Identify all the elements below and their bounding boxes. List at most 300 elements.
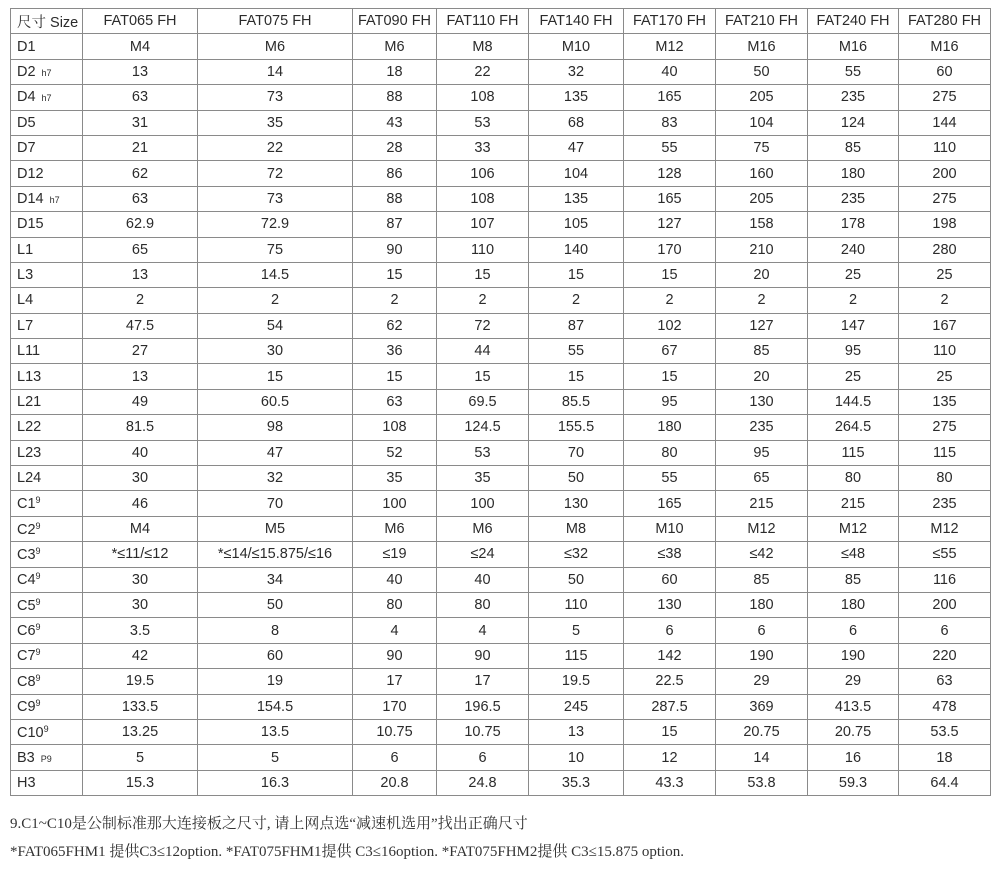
table-row	[11, 237, 991, 262]
dimension-label-cell	[11, 567, 83, 592]
table-row	[11, 669, 991, 694]
value-cell: 155.5	[529, 415, 624, 440]
value-cell: M6	[353, 34, 437, 59]
value-cell: 59.3	[808, 770, 899, 795]
dimension-label-cell	[11, 110, 83, 135]
value-cell: 30	[198, 339, 353, 364]
note-reference-superscript: 9	[35, 545, 41, 556]
dimension-label: L3	[17, 267, 34, 284]
value-cell: 53	[437, 440, 529, 465]
value-cell: 95	[624, 389, 716, 414]
value-cell: 130	[716, 389, 808, 414]
value-cell: 60	[899, 59, 991, 84]
model-column-header: FAT280 FH	[899, 9, 991, 34]
value-cell: 116	[899, 567, 991, 592]
value-cell: 22	[437, 59, 529, 84]
dimension-label: C1	[17, 496, 36, 513]
value-cell: 13.5	[198, 719, 353, 744]
value-cell: 2	[198, 288, 353, 313]
value-cell: 55	[624, 466, 716, 491]
value-cell: 20.75	[716, 719, 808, 744]
value-cell: 17	[437, 669, 529, 694]
value-cell: 13	[83, 59, 198, 84]
dimension-table	[10, 8, 991, 796]
value-cell: 100	[353, 491, 437, 516]
value-cell: 72	[437, 313, 529, 338]
value-cell: 5	[83, 745, 198, 770]
dimension-label-cell	[11, 364, 83, 389]
value-cell: 144	[899, 110, 991, 135]
value-cell: M12	[716, 516, 808, 541]
dimension-label-cell	[11, 237, 83, 262]
value-cell: 6	[899, 618, 991, 643]
value-cell: M6	[437, 516, 529, 541]
value-cell: 2	[529, 288, 624, 313]
value-cell: 25	[899, 364, 991, 389]
value-cell: 47.5	[83, 313, 198, 338]
dimension-label: L22	[17, 419, 42, 436]
value-cell: 287.5	[624, 694, 716, 719]
dimension-label: L11	[17, 343, 41, 360]
value-cell: ≤32	[529, 542, 624, 567]
dimension-label: L7	[17, 317, 34, 334]
model-column-header: FAT065 FH	[83, 9, 198, 34]
value-cell: 53.5	[899, 719, 991, 744]
dimension-label: D2	[17, 63, 36, 80]
value-cell: M8	[529, 516, 624, 541]
value-cell: 108	[437, 186, 529, 211]
value-cell: M8	[437, 34, 529, 59]
value-cell: 65	[716, 466, 808, 491]
table-row	[11, 110, 991, 135]
value-cell: 55	[529, 339, 624, 364]
value-cell: 10	[529, 745, 624, 770]
value-cell: 130	[529, 491, 624, 516]
value-cell: 87	[529, 313, 624, 338]
value-cell: 154.5	[198, 694, 353, 719]
dimension-label-cell	[11, 643, 83, 668]
model-column-header: FAT170 FH	[624, 9, 716, 34]
tolerance-subscript: P9	[40, 753, 52, 764]
value-cell: 160	[716, 161, 808, 186]
value-cell: 73	[198, 85, 353, 110]
value-cell: 413.5	[808, 694, 899, 719]
value-cell: 15	[198, 364, 353, 389]
value-cell: 180	[624, 415, 716, 440]
value-cell: M10	[529, 34, 624, 59]
value-cell: 180	[808, 592, 899, 617]
value-cell: 158	[716, 212, 808, 237]
value-cell: ≤55	[899, 542, 991, 567]
value-cell: 107	[437, 212, 529, 237]
value-cell: *≤11/≤12	[83, 542, 198, 567]
dimension-label: C3	[17, 546, 36, 563]
dimension-label-cell	[11, 669, 83, 694]
value-cell: 33	[437, 135, 529, 160]
value-cell: 2	[353, 288, 437, 313]
value-cell: 127	[624, 212, 716, 237]
value-cell: 90	[353, 237, 437, 262]
value-cell: 5	[198, 745, 353, 770]
value-cell: 60.5	[198, 389, 353, 414]
value-cell: 22.5	[624, 669, 716, 694]
table-row	[11, 364, 991, 389]
value-cell: 35	[353, 466, 437, 491]
value-cell: M16	[899, 34, 991, 59]
value-cell: ≤38	[624, 542, 716, 567]
value-cell: 6	[437, 745, 529, 770]
value-cell: 63	[899, 669, 991, 694]
value-cell: 110	[437, 237, 529, 262]
value-cell: 135	[529, 186, 624, 211]
value-cell: 198	[899, 212, 991, 237]
note-reference-superscript: 9	[35, 698, 41, 709]
tolerance-subscript: h7	[49, 194, 60, 205]
value-cell: 85	[716, 567, 808, 592]
value-cell: 240	[808, 237, 899, 262]
value-cell: 104	[716, 110, 808, 135]
value-cell: 50	[198, 592, 353, 617]
value-cell: M6	[353, 516, 437, 541]
value-cell: M16	[808, 34, 899, 59]
dimension-label-cell	[11, 770, 83, 795]
value-cell: 144.5	[808, 389, 899, 414]
dimension-label: C5	[17, 597, 36, 614]
value-cell: 18	[353, 59, 437, 84]
dimension-label-cell	[11, 85, 83, 110]
value-cell: 24.8	[437, 770, 529, 795]
table-row	[11, 694, 991, 719]
value-cell: 32	[198, 466, 353, 491]
value-cell: 35.3	[529, 770, 624, 795]
value-cell: M12	[808, 516, 899, 541]
value-cell: 130	[624, 592, 716, 617]
value-cell: 205	[716, 85, 808, 110]
value-cell: 75	[198, 237, 353, 262]
table-row	[11, 567, 991, 592]
value-cell: 67	[624, 339, 716, 364]
dimension-label-cell	[11, 389, 83, 414]
value-cell: 52	[353, 440, 437, 465]
value-cell: 75	[716, 135, 808, 160]
value-cell: 81.5	[83, 415, 198, 440]
value-cell: 200	[899, 592, 991, 617]
dimension-label-cell	[11, 339, 83, 364]
table-header-row	[11, 9, 991, 34]
value-cell: 36	[353, 339, 437, 364]
dimension-label-cell	[11, 313, 83, 338]
value-cell: 80	[899, 466, 991, 491]
value-cell: 6	[353, 745, 437, 770]
value-cell: M16	[716, 34, 808, 59]
value-cell: 27	[83, 339, 198, 364]
note-reference-superscript: 9	[35, 647, 41, 658]
value-cell: 10.75	[353, 719, 437, 744]
value-cell: 15	[624, 262, 716, 287]
dimension-label: C8	[17, 673, 36, 690]
value-cell: 88	[353, 85, 437, 110]
dimension-label: C7	[17, 648, 36, 665]
model-column-header: FAT240 FH	[808, 9, 899, 34]
value-cell: 180	[716, 592, 808, 617]
value-cell: M12	[624, 34, 716, 59]
dimension-label-cell	[11, 592, 83, 617]
value-cell: 6	[808, 618, 899, 643]
value-cell: 178	[808, 212, 899, 237]
value-cell: 4	[437, 618, 529, 643]
table-row	[11, 516, 991, 541]
table-row	[11, 415, 991, 440]
value-cell: 80	[437, 592, 529, 617]
value-cell: 35	[437, 466, 529, 491]
size-column-header: 尺寸 Size	[11, 9, 83, 34]
value-cell: 14	[198, 59, 353, 84]
value-cell: 19.5	[83, 669, 198, 694]
value-cell: 210	[716, 237, 808, 262]
value-cell: 235	[808, 186, 899, 211]
value-cell: 72.9	[198, 212, 353, 237]
value-cell: M12	[899, 516, 991, 541]
model-column-header: FAT210 FH	[716, 9, 808, 34]
value-cell: 30	[83, 592, 198, 617]
value-cell: 88	[353, 186, 437, 211]
value-cell: 40	[83, 440, 198, 465]
table-row	[11, 491, 991, 516]
value-cell: 110	[899, 135, 991, 160]
value-cell: 135	[899, 389, 991, 414]
value-cell: 60	[624, 567, 716, 592]
dimension-label-cell	[11, 186, 83, 211]
dimension-label: L21	[17, 394, 42, 411]
value-cell: 47	[198, 440, 353, 465]
value-cell: 142	[624, 643, 716, 668]
value-cell: 32	[529, 59, 624, 84]
value-cell: 95	[716, 440, 808, 465]
value-cell: 80	[808, 466, 899, 491]
value-cell: 42	[83, 643, 198, 668]
value-cell: 215	[716, 491, 808, 516]
value-cell: 43.3	[624, 770, 716, 795]
value-cell: 15.3	[83, 770, 198, 795]
dimension-label-cell	[11, 491, 83, 516]
dimension-label: D14	[17, 190, 44, 207]
value-cell: 124	[808, 110, 899, 135]
value-cell: 205	[716, 186, 808, 211]
value-cell: 115	[808, 440, 899, 465]
table-row	[11, 161, 991, 186]
value-cell: 280	[899, 237, 991, 262]
value-cell: 29	[808, 669, 899, 694]
value-cell: 110	[899, 339, 991, 364]
value-cell: 6	[716, 618, 808, 643]
value-cell: 21	[83, 135, 198, 160]
table-row	[11, 592, 991, 617]
value-cell: 2	[83, 288, 198, 313]
dimension-label: L24	[17, 470, 42, 487]
dimension-label: L23	[17, 444, 42, 461]
value-cell: 147	[808, 313, 899, 338]
table-row	[11, 85, 991, 110]
value-cell: 63	[353, 389, 437, 414]
value-cell: 95	[808, 339, 899, 364]
dimension-label: B3	[17, 749, 35, 766]
value-cell: 2	[899, 288, 991, 313]
dimension-label: D4	[17, 89, 36, 106]
value-cell: 2	[716, 288, 808, 313]
value-cell: 128	[624, 161, 716, 186]
value-cell: 62	[83, 161, 198, 186]
value-cell: 15	[624, 364, 716, 389]
value-cell: 15	[437, 364, 529, 389]
table-row	[11, 643, 991, 668]
value-cell: 73	[198, 186, 353, 211]
value-cell: 15	[624, 719, 716, 744]
value-cell: 55	[808, 59, 899, 84]
value-cell: 220	[899, 643, 991, 668]
table-row	[11, 34, 991, 59]
dimension-label-cell	[11, 542, 83, 567]
value-cell: 20.75	[808, 719, 899, 744]
value-cell: 190	[808, 643, 899, 668]
value-cell: 165	[624, 85, 716, 110]
value-cell: 19	[198, 669, 353, 694]
table-row	[11, 59, 991, 84]
value-cell: 10.75	[437, 719, 529, 744]
note-reference-superscript: 9	[35, 672, 41, 683]
value-cell: 64.4	[899, 770, 991, 795]
value-cell: 60	[198, 643, 353, 668]
value-cell: 44	[437, 339, 529, 364]
dimension-label-cell	[11, 745, 83, 770]
value-cell: 85	[808, 135, 899, 160]
value-cell: 133.5	[83, 694, 198, 719]
value-cell: 50	[716, 59, 808, 84]
value-cell: 19.5	[529, 669, 624, 694]
dimension-label: H3	[17, 774, 36, 791]
value-cell: 18	[899, 745, 991, 770]
value-cell: 83	[624, 110, 716, 135]
table-row	[11, 440, 991, 465]
value-cell: 115	[529, 643, 624, 668]
value-cell: 275	[899, 85, 991, 110]
value-cell: 108	[437, 85, 529, 110]
table-row	[11, 186, 991, 211]
value-cell: 102	[624, 313, 716, 338]
value-cell: 15	[529, 364, 624, 389]
table-row	[11, 389, 991, 414]
value-cell: 127	[716, 313, 808, 338]
table-row	[11, 618, 991, 643]
value-cell: 235	[716, 415, 808, 440]
value-cell: 235	[899, 491, 991, 516]
value-cell: 135	[529, 85, 624, 110]
value-cell: 50	[529, 567, 624, 592]
table-row	[11, 313, 991, 338]
value-cell: 8	[198, 618, 353, 643]
table-row	[11, 542, 991, 567]
tolerance-subscript: h7	[41, 67, 52, 78]
table-row	[11, 770, 991, 795]
value-cell: 115	[899, 440, 991, 465]
value-cell: 180	[808, 161, 899, 186]
value-cell: 87	[353, 212, 437, 237]
value-cell: 25	[808, 262, 899, 287]
value-cell: 54	[198, 313, 353, 338]
dimension-label: D1	[17, 38, 36, 55]
dimension-label-cell	[11, 288, 83, 313]
dimension-label-cell	[11, 135, 83, 160]
value-cell: 245	[529, 694, 624, 719]
value-cell: 275	[899, 186, 991, 211]
tolerance-subscript: h7	[41, 93, 52, 104]
value-cell: 167	[899, 313, 991, 338]
footnote-metric-plate: 9.C1~C10是公制标准那大连接板之尺寸, 请上网点选“减速机选用”找出正确尺寸	[10, 816, 528, 832]
value-cell: 30	[83, 466, 198, 491]
value-cell: 86	[353, 161, 437, 186]
value-cell: 85	[808, 567, 899, 592]
value-cell: 70	[529, 440, 624, 465]
value-cell: 43	[353, 110, 437, 135]
value-cell: 15	[437, 262, 529, 287]
value-cell: 31	[83, 110, 198, 135]
value-cell: 40	[624, 59, 716, 84]
dimension-label: C4	[17, 572, 36, 589]
dimension-label: C10	[17, 724, 44, 741]
value-cell: 16.3	[198, 770, 353, 795]
model-column-header: FAT090 FH	[353, 9, 437, 34]
value-cell: 2	[808, 288, 899, 313]
value-cell: 13	[529, 719, 624, 744]
value-cell: 22	[198, 135, 353, 160]
value-cell: 72	[198, 161, 353, 186]
value-cell: 165	[624, 491, 716, 516]
dimension-label-cell	[11, 262, 83, 287]
model-column-header: FAT110 FH	[437, 9, 529, 34]
dimension-label-cell	[11, 440, 83, 465]
value-cell: 40	[437, 567, 529, 592]
value-cell: 275	[899, 415, 991, 440]
value-cell: 15	[529, 262, 624, 287]
table-row	[11, 466, 991, 491]
value-cell: 85	[716, 339, 808, 364]
footnote-options: *FAT065FHM1 提供C3≤12option. *FAT075FHM1提供 C3≤16option. *FAT075FHM2提供 C3≤15.875 option.	[10, 844, 684, 860]
table-row	[11, 339, 991, 364]
value-cell: M5	[198, 516, 353, 541]
value-cell: 200	[899, 161, 991, 186]
table-row	[11, 262, 991, 287]
dimension-label-cell	[11, 719, 83, 744]
value-cell: 5	[529, 618, 624, 643]
value-cell: 14.5	[198, 262, 353, 287]
dimension-label: C6	[17, 623, 36, 640]
dimension-label-cell	[11, 415, 83, 440]
value-cell: 110	[529, 592, 624, 617]
dimension-label: D5	[17, 114, 36, 131]
value-cell: 369	[716, 694, 808, 719]
dimension-label: C2	[17, 521, 36, 538]
dimension-label-cell	[11, 618, 83, 643]
value-cell: 14	[716, 745, 808, 770]
value-cell: 85.5	[529, 389, 624, 414]
value-cell: 2	[624, 288, 716, 313]
value-cell: 100	[437, 491, 529, 516]
value-cell: 35	[198, 110, 353, 135]
value-cell: 478	[899, 694, 991, 719]
value-cell: 68	[529, 110, 624, 135]
value-cell: 30	[83, 567, 198, 592]
value-cell: 98	[198, 415, 353, 440]
value-cell: 170	[353, 694, 437, 719]
